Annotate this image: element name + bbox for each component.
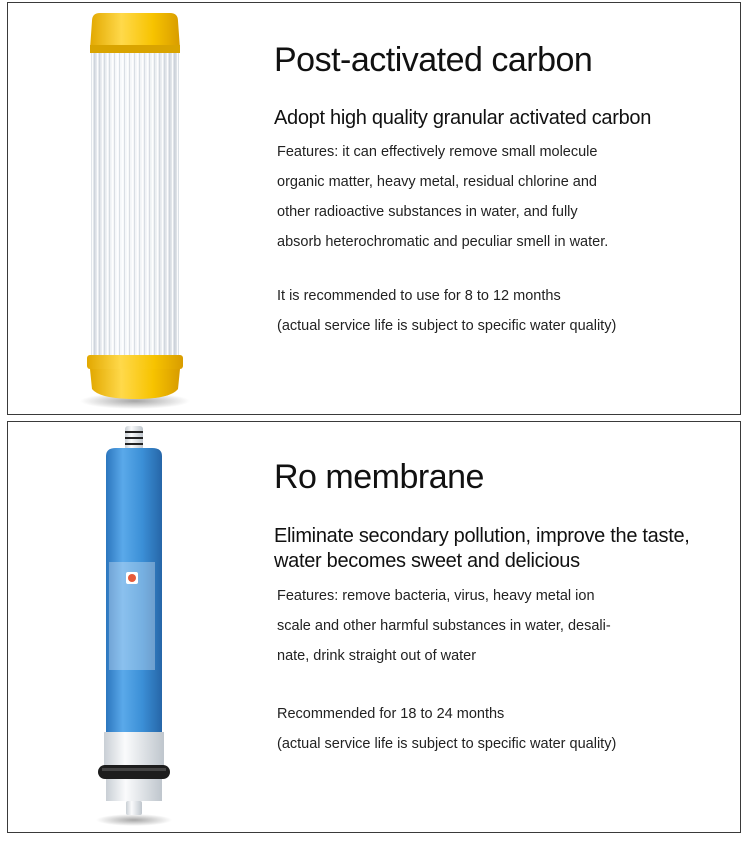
- features-line: scale and other harmful substances in water, desali-: [277, 618, 611, 634]
- features-text: [277, 137, 608, 257]
- features-line: absorb heterochromatic and peculiar smell in water.: [277, 234, 609, 250]
- section-subtitle: [274, 524, 690, 574]
- section-title: Ro membrane: [274, 458, 484, 496]
- ro-membrane-cartridge-icon: [82, 422, 182, 832]
- section-title: Post-activated carbon: [274, 41, 593, 79]
- subtitle-line: Adopt high quality granular activated carbon: [274, 107, 652, 129]
- features-line: Features: it can effectively remove small molecule: [277, 144, 598, 160]
- carbon-filter-cartridge-icon: [70, 9, 200, 411]
- features-line: Features: remove bacteria, virus, heavy metal ion: [277, 588, 595, 604]
- features-text: [277, 581, 611, 671]
- usage-text: [277, 699, 616, 759]
- usage-line: (actual service life is subject to specific water quality): [277, 318, 617, 334]
- subtitle-line: water becomes sweet and delicious: [274, 550, 580, 572]
- features-line: organic matter, heavy metal, residual chlorine and: [277, 174, 597, 190]
- section-subtitle: [274, 106, 651, 131]
- features-line: other radioactive substances in water, and fully: [277, 204, 578, 220]
- usage-text: [277, 281, 616, 341]
- product-section-ro-membrane: [7, 421, 741, 833]
- usage-line: Recommended for 18 to 24 months: [277, 706, 505, 722]
- features-line: nate, drink straight out of water: [277, 648, 477, 664]
- usage-line: (actual service life is subject to specific water quality): [277, 736, 617, 752]
- usage-line: It is recommended to use for 8 to 12 months: [277, 288, 561, 304]
- product-section-carbon: [7, 2, 741, 415]
- subtitle-line: Eliminate secondary pollution, improve the taste,: [274, 525, 690, 547]
